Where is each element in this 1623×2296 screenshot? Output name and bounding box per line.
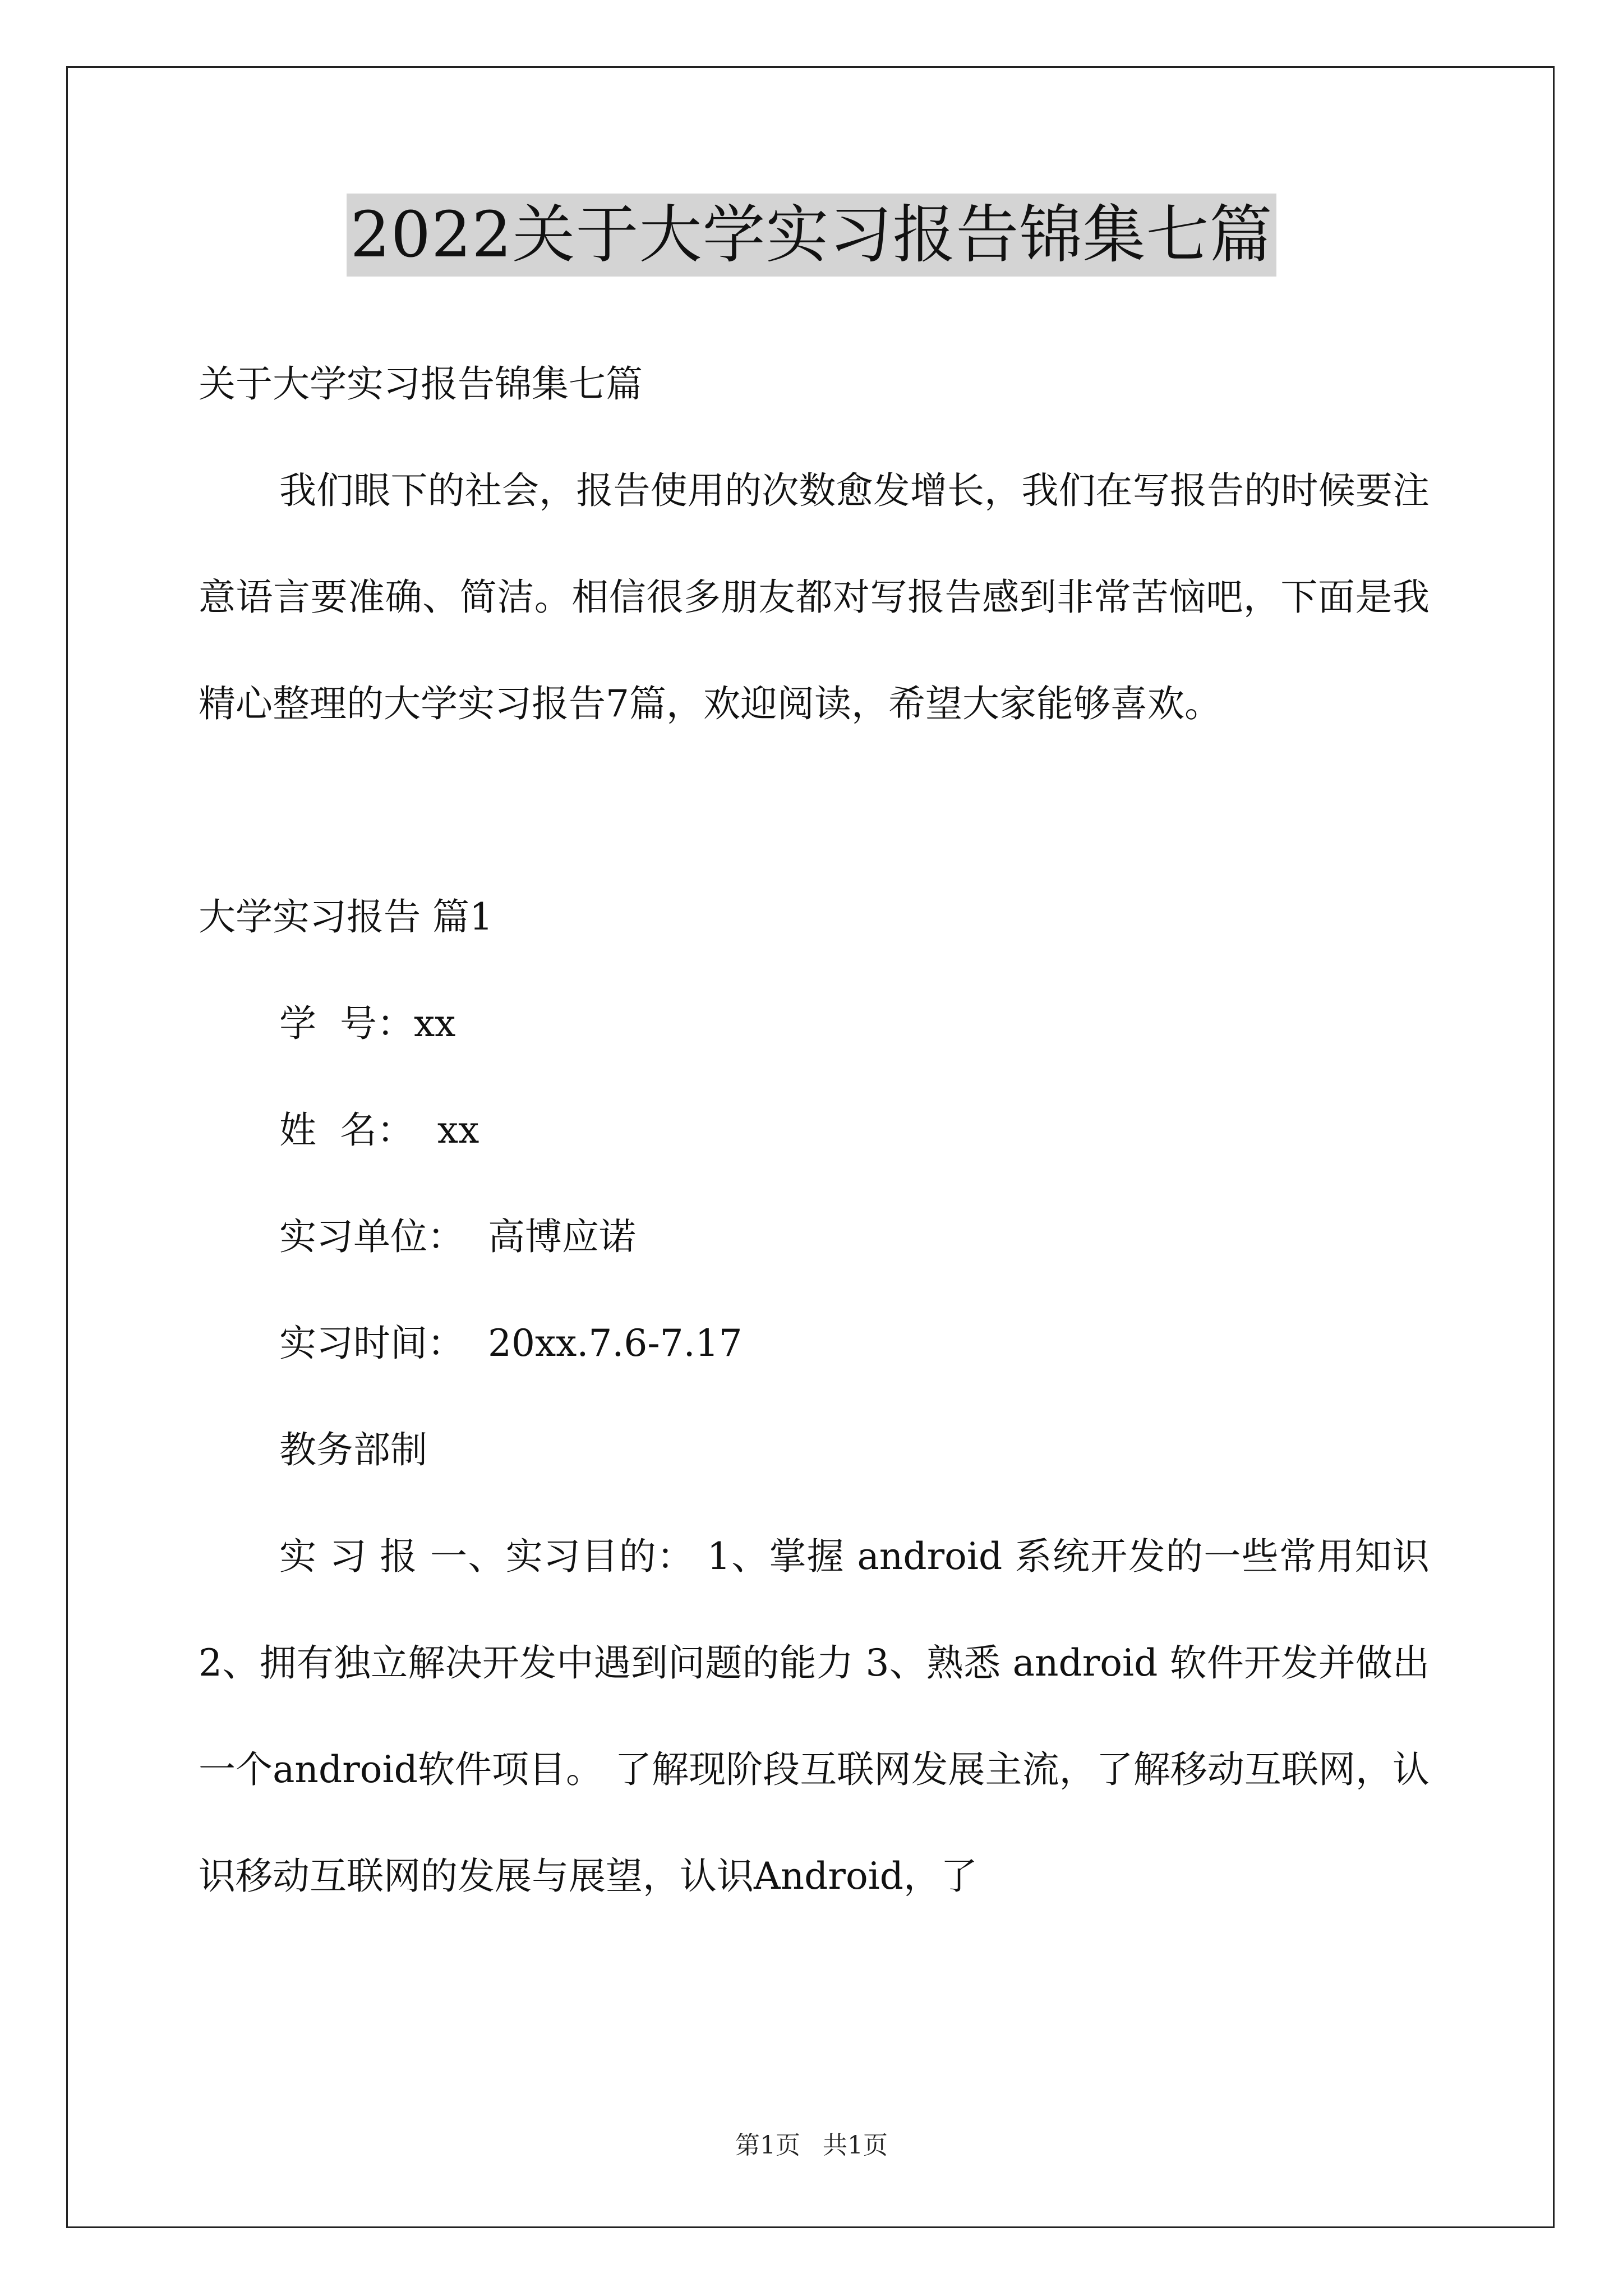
- page-total: 共1页: [823, 2131, 888, 2160]
- student-name-line: 姓 名： xx: [279, 1108, 479, 1152]
- page-footer: [0, 2129, 1623, 2162]
- internship-time-line: 实习时间： 20xx.7.6-7.17: [279, 1322, 743, 1365]
- page-number: 第1页: [735, 2131, 800, 2160]
- student-id-line: 学 号：xx: [279, 1002, 456, 1045]
- section-body-paragraph: 实 习 报 一、实习目的： 1、掌握 android 系统开发的一些常用知识 2、拥有独立解决开发中遇到问题的能力 3、熟悉 android 软件开发并做出一个android软件项目。 了解现阶段互联网发展主流，了解移动互联网，认识移动互联网的发展与展望，认识Android，了: [199, 1535, 1430, 1898]
- paragraph-gap: [199, 757, 1430, 864]
- intro-paragraph: 我们眼下的社会，报告使用的次数愈发增长，我们在写报告的时候要注意语言要准确、简洁。相信很多朋友都对写报告感到非常苦恼吧，下面是我精心整理的大学实习报告7篇，欢迎阅读，希望大家能够喜欢。: [199, 469, 1430, 725]
- title-container: [0, 194, 1623, 277]
- internship-unit-line: 实习单位： 高博应诺: [279, 1215, 636, 1258]
- department-line: 教务部制: [279, 1428, 427, 1471]
- document-body: [199, 331, 1430, 1930]
- section-heading: 大学实习报告 篇1: [199, 895, 493, 938]
- document-title: 2022关于大学实习报告锦集七篇: [347, 194, 1276, 277]
- document-subtitle: 关于大学实习报告锦集七篇: [199, 362, 643, 406]
